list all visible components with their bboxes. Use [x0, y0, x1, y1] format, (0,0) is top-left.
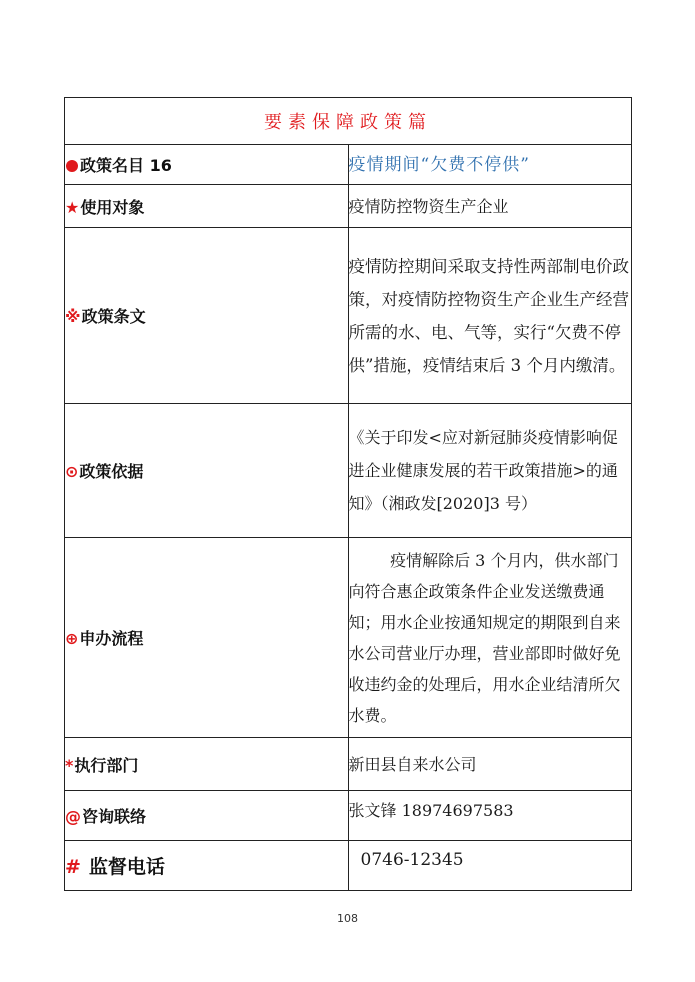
label-text: 申办流程: [79, 629, 144, 648]
row-clause: [65, 228, 632, 404]
label-clause: [65, 228, 349, 404]
circled-plus-icon: ⊕: [65, 629, 79, 648]
reference-mark-icon: ※: [65, 307, 81, 326]
value-basis: 《关于印发<应对新冠肺炎疫情影响促进企业健康发展的若干政策措施>的通知》（湘政发[2020]3 号）: [348, 404, 632, 538]
label-process: [65, 538, 349, 738]
circled-dot-icon: ⊙: [65, 462, 79, 481]
policy-table: [64, 97, 632, 891]
at-sign-icon: @: [65, 807, 81, 826]
label-hotline: [65, 841, 349, 891]
row-hotline: [65, 841, 632, 891]
value-department: 新田县自来水公司: [348, 738, 632, 791]
title-row: [65, 98, 632, 145]
label-text: 政策依据: [79, 462, 144, 481]
red-circle-icon: [66, 160, 78, 172]
label-text: 执行部门: [74, 755, 139, 775]
value-process: 疫情解除后 3 个月内，供水部门向符合惠企政策条件企业发送缴费通知；用水企业按通知规定的期限到自来水公司营业厅办理，营业部即时做好免收违约金的处理后，用水企业结清所欠水费。: [348, 538, 632, 738]
label-text: 监督电话: [88, 856, 165, 878]
hash-icon: #: [65, 856, 81, 878]
label-text: 使用对象: [80, 197, 145, 217]
label-text: 政策名目 16: [80, 156, 172, 175]
row-target: [65, 185, 632, 228]
label-contact: [65, 791, 349, 841]
label-department: [65, 738, 349, 791]
label-text: 政策条文: [81, 307, 146, 326]
value-target: 疫情防控物资生产企业: [348, 185, 632, 228]
value-contact: 张文锋 18974697583: [348, 791, 632, 841]
row-basis: [65, 404, 632, 538]
page-title: 要素保障政策篇: [65, 98, 632, 145]
row-department: [65, 738, 632, 791]
asterisk-icon: *: [65, 755, 74, 775]
label-text: 咨询联络: [82, 807, 147, 826]
value-hotline: 0746-12345: [348, 841, 632, 891]
label-policy-name: [65, 145, 349, 185]
row-contact: [65, 791, 632, 841]
value-clause: 疫情防控期间采取支持性两部制电价政策，对疫情防控物资生产企业生产经营所需的水、电、气等，实行“欠费不停供”措施，疫情结束后 3 个月内缴清。: [348, 228, 632, 404]
star-icon: ★: [65, 197, 80, 217]
label-basis: [65, 404, 349, 538]
row-process: [65, 538, 632, 738]
policy-name-text: 疫情期间“欠费不停供”: [348, 154, 530, 175]
value-policy-name: [348, 145, 632, 185]
page-number: 108: [337, 912, 358, 925]
label-target: [65, 185, 349, 228]
row-policy-name: [65, 145, 632, 185]
